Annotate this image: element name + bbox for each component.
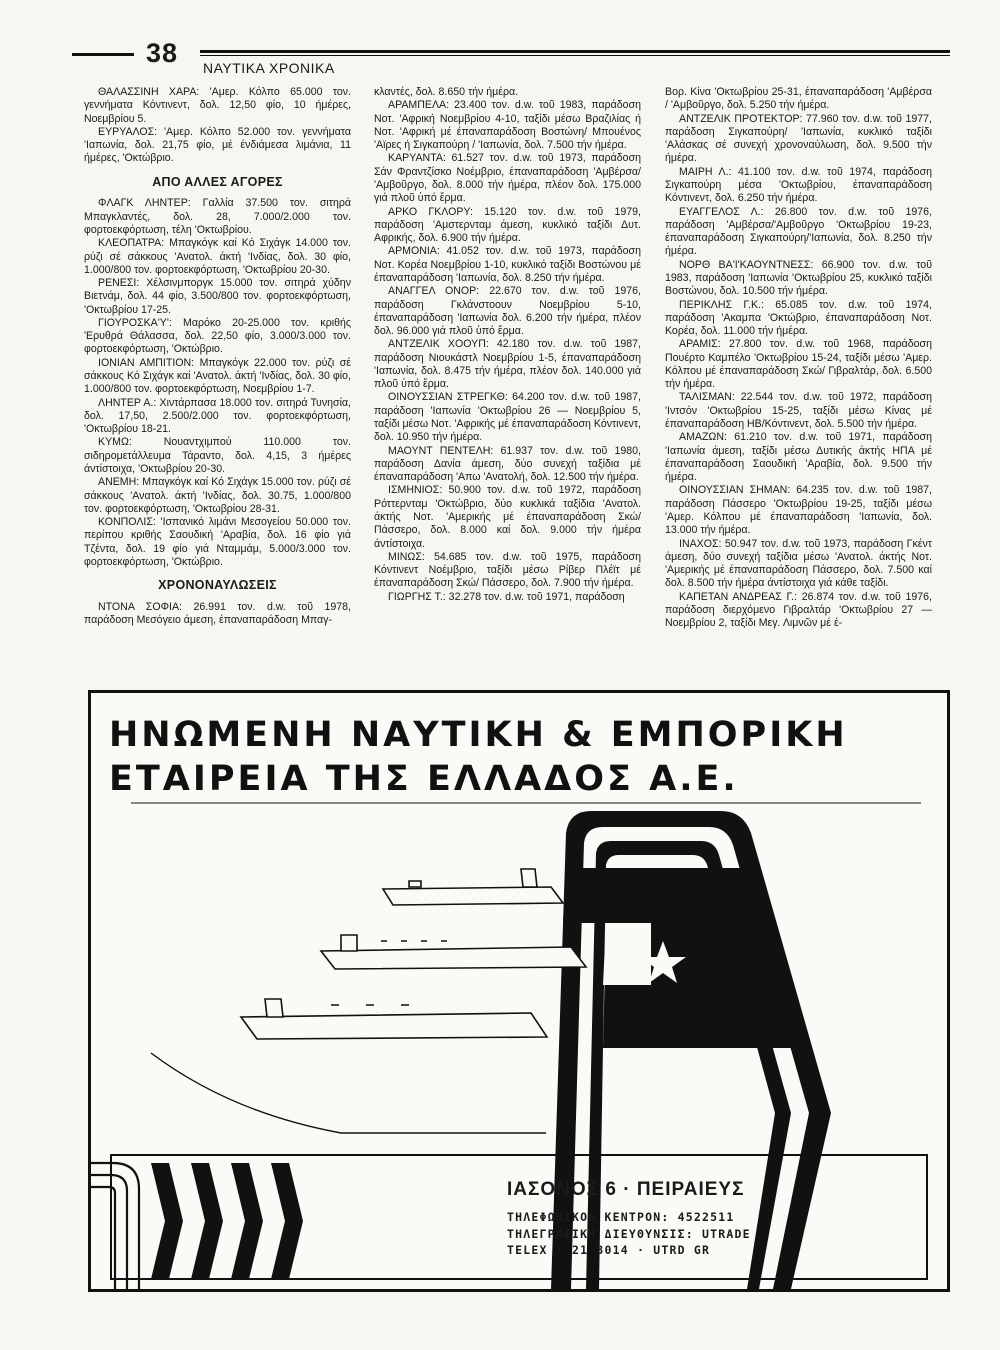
paragraph: ΟΙΝΟΥΣΣΙΑΝ ΣΗΜΑΝ: 64.235 τον. d.w. τοῦ 1987, παράδοση Πάσσερο 'Οκτωβρίου 19-25, ταξίδι μέσω 'Αμερ. Κόλπου μέ έπαναπαράδοση 'Ιαπωνία, δολ. 13.000 τήν ήμέρα. (665, 484, 932, 537)
paragraph: ΛΗΝΤΕΡ Α.: Χιντάρπασα 18.000 τον. σιτηρά Τυνησία, δολ. 17,50, 2.500/2.000 τον. φορτοεκφόρτωση, 'Οκτωβρίου 18-21. (84, 396, 351, 436)
section-heading: ΑΠΟ ΑΛΛΕΣ ΑΓΟΡΕΣ (152, 174, 283, 189)
paragraph: ΑΡΚΟ ΓΚΛΟΡΥ: 15.120 τον. d.w. τοῦ 1979, παράδοση 'Αμστερνταμ άμεση, κυκλικό ταξίδι Δυτ. Αφρικής, δολ. 6.900 τήν ήμέρα. (374, 205, 641, 245)
paragraph: ΝΟΡΘ ΒΑ'Ι'ΚΑΟΥΝΤΝΕΣΣ: 66.900 τον. d.w. τοῦ 1983, παράδοση 'Ιαπωνία 'Οκτωβρίου 25, κυκλικό ταξίδι Βοστώνου, δολ. 10.500 τήν ήμέρα. (665, 258, 932, 298)
paragraph: ΑΡΜΟΝΙΑ: 41.052 τον. d.w. τοῦ 1973, παράδοση Νοτ. Κορέα Νοεμβρίου 1-10, κυκλικό ταξίδι Βοστώνου μέ έπαναπαράδοση 'Ιαπωνία, δολ. 8.250 τήν ήμέρα. (374, 245, 641, 284)
column-2 (374, 86, 641, 682)
ad-address: ΙΑΣΟΝΟΣ 6 · ΠΕΙΡΑΙΕΥΣ (507, 1179, 745, 1200)
paragraph: ΚΛΕΟΠΑΤΡΑ: Μπαγκόγκ καί Κό Σιχάγκ 14.000 τον. ρύζι σέ σάκκους 'Ανατολ. άκτή 'Ινδίας, δολ. 30 φίο, 1.000/800 τον. φορτοεκφόρτωση, 'Οκτωβρίου 20-30. (84, 237, 351, 276)
paragraph: ΑΝΕΜΗ: Μπαγκόγκ καί Κό Σιχάγκ 15.000 τον. ρύζι σέ σάκκους 'Ανατολ. άκτή 'Ινδίας, δολ. 30.75, 1.000/800 τον. φορτοεκφόρτωση, 'Οκτωβρίου 28-31. (84, 476, 351, 515)
paragraph: ΙΟΝΙΑΝ ΑΜΠΙΤΙΟΝ: Μπαγκόγκ 22.000 τον. ρύζι σέ σάκκους Κό Σιχάγκ καί 'Ανατολ. άκτή 'Ινδίας, δολ. 30 φίο, 1.000/800 τον. φορτοεκφόρτωση, Νοεμβρίου 1-7. (84, 356, 351, 396)
speed-stripes-icon (151, 1163, 303, 1279)
ship-top-icon (383, 869, 563, 905)
paragraph: ΑΝΤΖΕΛΙΚ ΧΟΟΥΠ: 42.180 τον. d.w. τοῦ 1987, παράδοση Νιουκάστλ Νοεμβρίου 1-5, έπαναπαράδοση 'Ιαπωνία, δολ. 8.475 τήν ήμέρα, πλέον δολ. 140.000 γιά πλοῦ ὑπό ἔρμα. (374, 338, 641, 391)
paragraph: ΓΙΩΡΓΗΣ Τ.: 32.278 τον. d.w. τοῦ 1971, παράδοση (388, 590, 625, 603)
page-number: 38 (146, 38, 179, 68)
paragraph: ΙΣΜΗΝΙΟΣ: 50.900 τον. d.w. τοῦ 1972, παράδοση Ρόττερνταμ 'Οκτώβριο, δύο κυκλικά ταξίδια 'Ανατολ. άκτής Νοτ. 'Αμερικής μέ έπαναπαράδοση Σκώ/ Πάσσερο, δολ. 8.000 καί δολ. 9.000 τήν ήμέρα άντίστοιχα. (374, 484, 641, 550)
ad-telex: TELEX : 21 3014 · UTRD GR (507, 1243, 711, 1258)
paragraph: ΠΕΡΙΚΛΗΣ Γ.Κ.: 65.085 τον. d.w. τοῦ 1974, παράδοση 'Ακαμπα 'Οκτώβριο, έπαναπαράδοση Νοτ. Κορέα, δολ. 11.000 τήν ήμέρα. (665, 298, 932, 338)
paragraph: ΤΑΛΙΣΜΑΝ: 22.544 τον. d.w. τοῦ 1972, παράδοση 'Ιντσόν 'Οκτωβρίου 15-25, ταξίδι μέσω Κίνας μέ έπαναπαράδοση ΗΒ/Κόντινεντ, δολ. 5.500 τήν ήμέρα. (665, 391, 932, 431)
column-1 (84, 86, 351, 682)
quay-lines-icon (91, 1163, 139, 1289)
ship-middle-icon (321, 935, 586, 969)
advertisement (88, 690, 950, 1292)
paragraph: ΚΑΠΕΤΑΝ ΑΝΔΡΕΑΣ Γ.: 26.874 τον. d.w. τοῦ 1976, παράδοση διερχόμενο Γιβραλτάρ 'Οκτωβρίου 27 — Νοεμβρίου 2, ταξίδι Μεγ. Λιμνῶν μέ έ- (665, 590, 932, 630)
paragraph: ΚΟΝΠΟΛΙΣ: 'Ισπανικό λιμάνι Μεσογείου 50.000 τον. περίπου κριθής Σαουδική 'Αραβία, δολ. 16 φίο γιά Τζέντα, δολ. 19 φίο γιά Νταμμάμ, 5.000/3.000 τον. φορτοεκφόρτωση, 'Οκτώβριο. (84, 516, 351, 568)
ship-bottom-icon (241, 999, 547, 1039)
section-heading: ΧΡΟΝΟΝΑΥΛΩΣΕΙΣ (158, 578, 277, 593)
paragraph: κλαντές, δολ. 8.650 τήν ήμέρα. (374, 86, 519, 98)
ad-phone: ΤΗΛΕΦΩΝΙΚΟΝ ΚΕΝΤΡΟΝ: 4522511 (507, 1210, 735, 1224)
paragraph: ΑΡΑΜΙΣ: 27.800 τον. d.w. τοῦ 1968, παράδοση Πουέρτο Καμπέλο 'Οκτωβρίου 15-24, ταξίδι μέσω 'Αμερ. Κόλπου μέ έπαναπαράδοση Σκώ/ Γιβραλτάρ, δολ. 6.500 τήν ήμέρα. (665, 338, 932, 391)
column-3 (665, 86, 932, 682)
header-rule-left (72, 53, 134, 56)
ad-title-line-1: ΗΝΩΜΕΝΗ ΝΑΥΤΙΚΗ & ΕΜΠΟΡΙΚΗ (109, 715, 848, 755)
article-columns (84, 86, 946, 682)
ad-telegraph: ΤΗΛΕΓΡΑΦΙΚΗ ΔΙΕΥΘΥΝΣΙΣ: UTRADE (507, 1226, 751, 1241)
paragraph: ΓΙΟΥΡΟΣΚΑ'Υ': Μαρόκο 20-25.000 τον. κριθής 'Ερυθρά Θάλασσα, δολ. 22,50 φίο, 3.000/3.000 τον. φορτοεκφόρτωση, 'Οκτώβριο. (84, 316, 351, 356)
paragraph: ΑΡΑΜΠΕΛΑ: 23.400 τον. d.w. τοῦ 1983, παράδοση Νοτ. 'Αφρική Νοεμβρίου 4-10, ταξίδι μέσω Βραζιλίας ή Νοτ. 'Αφρική μέ έπαναπαράδοση Βοστώνη/ Μπουένος 'Αϊρες ή Σιγκαπούρη / 'Ιαπωνία, δολ. 7.500 τήν ήμέρα. (374, 99, 641, 152)
paragraph: ΕΥΡΥΑΛΟΣ: 'Αμερ. Κόλπο 52.000 τον. γεννήματα 'Ιαπωνία, δολ. 21,75 φίο, μέ ένδιάμεσα λιμάνια, 11 ήμέρες, 'Οκτώβριο. (84, 125, 351, 165)
paragraph: ΚΥΜΩ: Νουαντχιμπού 110.000 τον. σιδηρομετάλλευμα Τάραντο, δολ. 4,15, 3 ήμέρες άντίστοιχα, 'Οκτωβρίου 20-30. (84, 436, 351, 475)
header-rule-right (200, 50, 950, 53)
paragraph: ΕΥΑΓΓΕΛΟΣ Λ.: 26.800 τον. d.w. τοῦ 1976, παράδοση 'Αμβέρσα/'Αμβοῦργο 'Οκτωβρίου 19-23, έπαναπαράδοση Σιγκαπούρη/'Ιαπωνία, δολ. 8.250 τήν ήμέρα. (665, 205, 932, 258)
paragraph: ΑΝΑΓΓΕΛ ΟΝΟΡ: 22.670 τον. d.w. τοῦ 1976, παράδοση Γκλάνστοουν Νοεμβρίου 5-10, έπαναπαράδοση 'Ιαπωνία δολ. 6.200 τήν ήμέρα, πλέον δολ. 96.000 γιά πλοῦ ὑπό ἔρμα. (374, 285, 641, 338)
paragraph: ΑΜΑΖΩΝ: 61.210 τον. d.w. τοῦ 1971, παράδοση 'Ιαπωνία άμεση, ταξίδι μέσω Δυτικής άκτής ΗΠΑ μέ έπαναπαράδοση Σαουδική 'Αραβία, δολ. 9.500 τήν ήμέρα. (665, 431, 932, 484)
paragraph: ΜΑΙΡΗ Λ.: 41.100 τον. d.w. τοῦ 1974, παράδοση Σιγκαπούρη μέσα 'Οκτωβρίου, έπαναπαράδοση Κόντινεντ, δολ. 6.250 τήν ήμέρα. (665, 165, 932, 205)
paragraph: Βορ. Κίνα 'Οκτωβρίου 25-31, έπαναπαράδοση 'Αμβέρσα / 'Αμβοῦργο, δολ. 5.250 τήν ήμέρα. (665, 86, 932, 112)
paragraph: ΙΝΑΧΟΣ: 50.947 τον. d.w. τοῦ 1973, παράδοση Γκέντ άμεση, δύο συνεχή ταξίδια μέσω 'Ανατολ. άκτής Νοτ. 'Αμερικής μέ έπαναπαράδοση Πάσσερο, δολ. 7.500 καί δολ. 8.500 τήν ήμέρα άντίστοιχα γιά κάθε ταξίδι. (665, 537, 932, 590)
paragraph: ΡΕΝΕΣΙ: Χέλσινμποργκ 15.000 τον. σιτηρά χύδην Βιετνάμ, δολ. 44 φίο, 3.500/800 τον. φορτοεκφόρτωση, 'Οκτωβρίου 17-25. (84, 277, 351, 316)
ad-contact-info (507, 1209, 751, 1259)
paragraph: ΘΑΛΑΣΣΙΝΗ ΧΑΡΑ: 'Αμερ. Κόλπο 65.000 τον. γεννήματα Κόντινεντ, δολ. 12,50 φίο, 10 ήμέρες, Νοεμβρίου 5. (84, 86, 351, 125)
paragraph: ΜΙΝΩΣ: 54.685 τον. d.w. τοῦ 1975, παράδοση Κόντινεντ Νοέμβριο, ταξίδι μέσω Ρίβερ Πλέϊτ μέ έπαναπαράδοση Σκώ/ Πάσσερο, δολ. 7.900 τήν ήμέρα. (374, 550, 641, 590)
magazine-title: ΝΑΥΤΙΚΑ ΧΡΟΝΙΚΑ (203, 60, 335, 76)
header-rule-right-thin (200, 55, 950, 56)
page-header (72, 38, 950, 84)
paragraph: ΦΛΑΓΚ ΛΗΝΤΕΡ: Γαλλία 37.500 τον. σιτηρά Μπαγκλαντές, δολ. 28, 7.000/2.000 τον. φορτοεκφόρτωση, τέλη 'Οκτωβρίου. (84, 197, 351, 236)
paragraph: ΝΤΟΝΑ ΣΟΦΙΑ: 26.991 τον. d.w. τοῦ 1978, παράδοση Μεσόγειο άμεση, έπαναπαράδοση Μπαγ- (84, 600, 351, 627)
paragraph: ΜΑΟΥΝΤ ΠΕΝΤΕΛΗ: 61.937 τον. d.w. τοῦ 1980, παράδοση Δανία άμεση, δύο συνεχή ταξίδια μέ έπαναπαράδοση 'Απω 'Ανατολή, δολ. 12.500 τήν ήμέρα. (374, 444, 641, 484)
ad-title-line-2: ΕΤΑΙΡΕΙΑ ΤΗΣ ΕΛΛΑΔΟΣ Α.Ε. (109, 759, 739, 799)
paragraph: ΚΑΡΥΑΝΤΑ: 61.527 τον. d.w. τοῦ 1973, παράδοση Σάν Φραντζίσκο Νοέμβριο, έπαναπαράδοση 'Αμβέρσα/ 'Αμβοῦργο, δολ. 8.000 τήν ήμέρα, πλέον δολ. 175.000 γιά πλοῦ ὑπό ἔρμα. (374, 152, 641, 205)
paragraph: ΟΙΝΟΥΣΣΙΑΝ ΣΤΡΕΓΚΘ: 64.200 τον. d.w. τοῦ 1987, παράδοση 'Ιαπωνία 'Οκτωβρίου 26 — Νοεμβρίου 5, ταξίδι μέσω Νοτ. 'Αφρικής μέ έπαναπαράδοση Κόντινεντ, δολ. 10.950 τήν ήμέρα. (374, 391, 641, 444)
paragraph: ΑΝΤΖΕΛΙΚ ΠΡΟΤΕΚΤΟΡ: 77.960 τον. d.w. τοῦ 1977, παράδοση Σιγκαπούρη/ 'Ιαπωνία, κυκλικό ταξίδι 'Αλάσκας σέ συνεχή χρονοναύλωση, δολ. 9.500 τήν ήμέρα. (665, 112, 932, 165)
